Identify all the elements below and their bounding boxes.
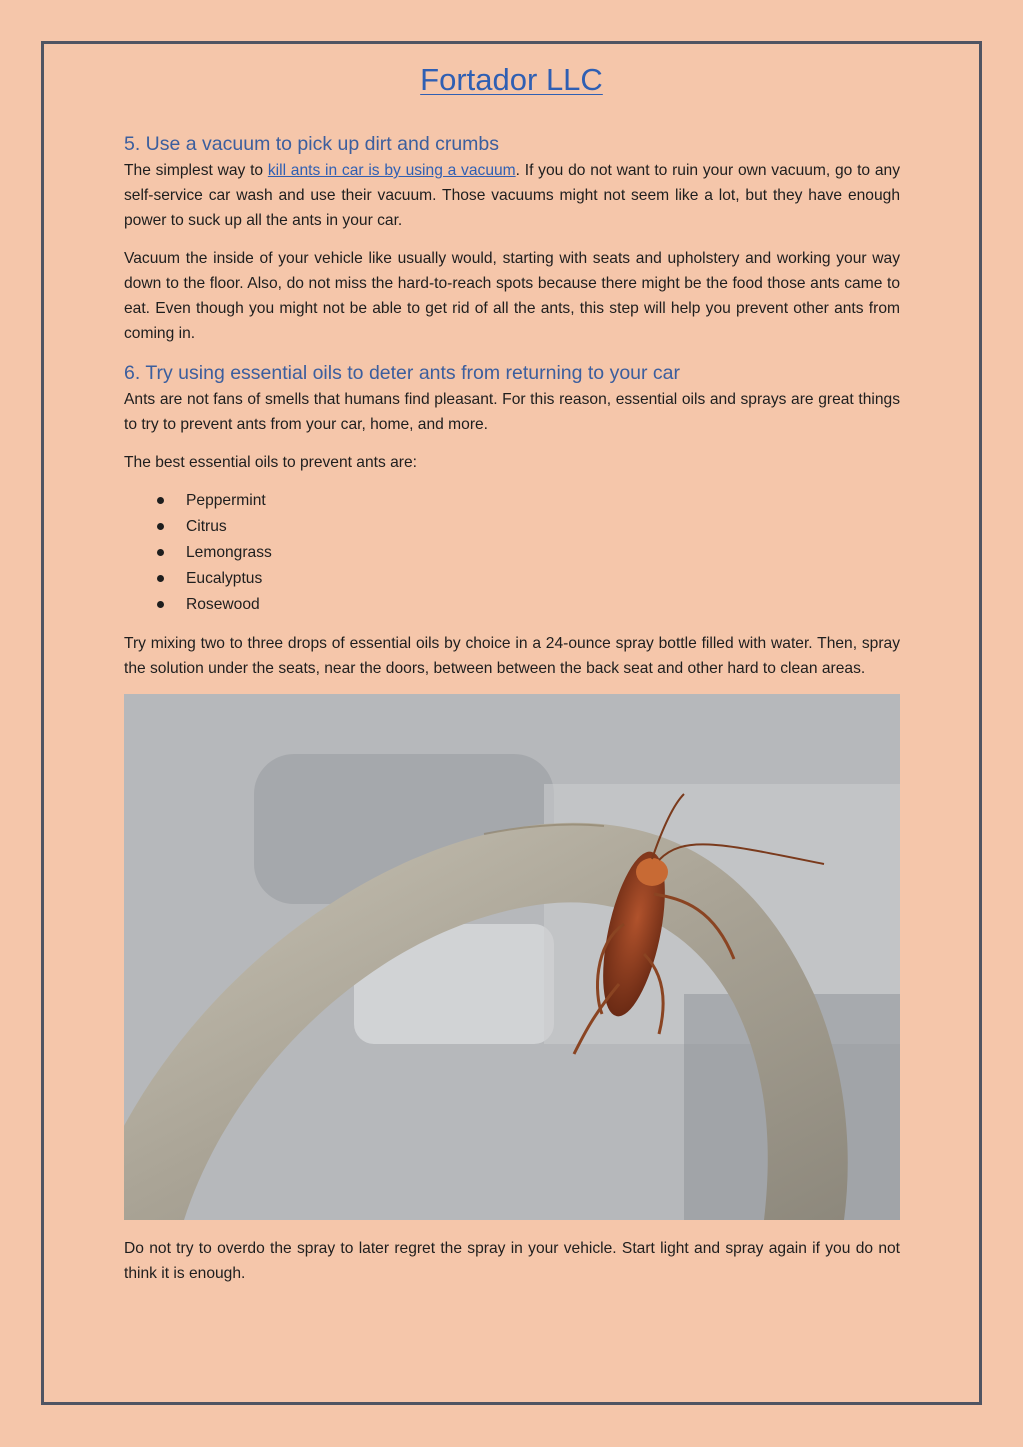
list-item: Lemongrass <box>186 540 900 566</box>
section-6-paragraph-4: Do not try to overdo the spray to later regret the spray in your vehicle. Start light and spray again if you do not think it is enough. <box>124 1240 900 1282</box>
list-item: Citrus <box>186 514 900 540</box>
text-span: . If you do not want to ruin your own vacuum, go to any self-service car wash and use their vacuum. Those vacuums might not seem like a lot, but they have enough power to suck up all the ants in your car. <box>124 162 901 229</box>
section-5-heading: 5. Use a vacuum to pick up dirt and crumbs <box>124 133 500 155</box>
list-item: Eucalyptus <box>186 566 900 592</box>
section-6-heading: 6. Try using essential oils to deter ants from returning to your car <box>124 362 681 384</box>
text-span: The simplest way to <box>124 162 268 179</box>
document-body <box>124 130 900 1299</box>
section-6-paragraph-3: Try mixing two to three drops of essential oils by choice in a 24-ounce spray bottle filled with water. Then, spray the solution under the seats, near the doors, between between the back seat and other hard to clean areas. <box>124 635 900 677</box>
section-6-paragraph-1: Ants are not fans of smells that humans find pleasant. For this reason, essential oils and sprays are great things to try to prevent ants from your car, home, and more. <box>124 391 900 433</box>
page-title[interactable]: Fortador LLC <box>420 62 603 97</box>
section-5-paragraph-2: Vacuum the inside of your vehicle like usually would, starting with seats and upholstery and working your way down to the floor. Also, do not miss the hard-to-reach spots because there might be the food those ants came to eat. Even though you might not be able to get rid of all the ants, this step will help you prevent other ants from coming in. <box>124 250 900 342</box>
list-item: Peppermint <box>186 488 900 514</box>
section-5-paragraph-1 <box>124 158 900 233</box>
list-item: Rosewood <box>186 592 900 618</box>
cockroach-on-steering-wheel-image <box>124 694 900 1220</box>
kill-ants-link[interactable]: kill ants in car is by using a vacuum <box>267 162 516 179</box>
section-6-paragraph-2: The best essential oils to prevent ants are: <box>124 454 417 471</box>
essential-oils-list <box>124 488 900 618</box>
